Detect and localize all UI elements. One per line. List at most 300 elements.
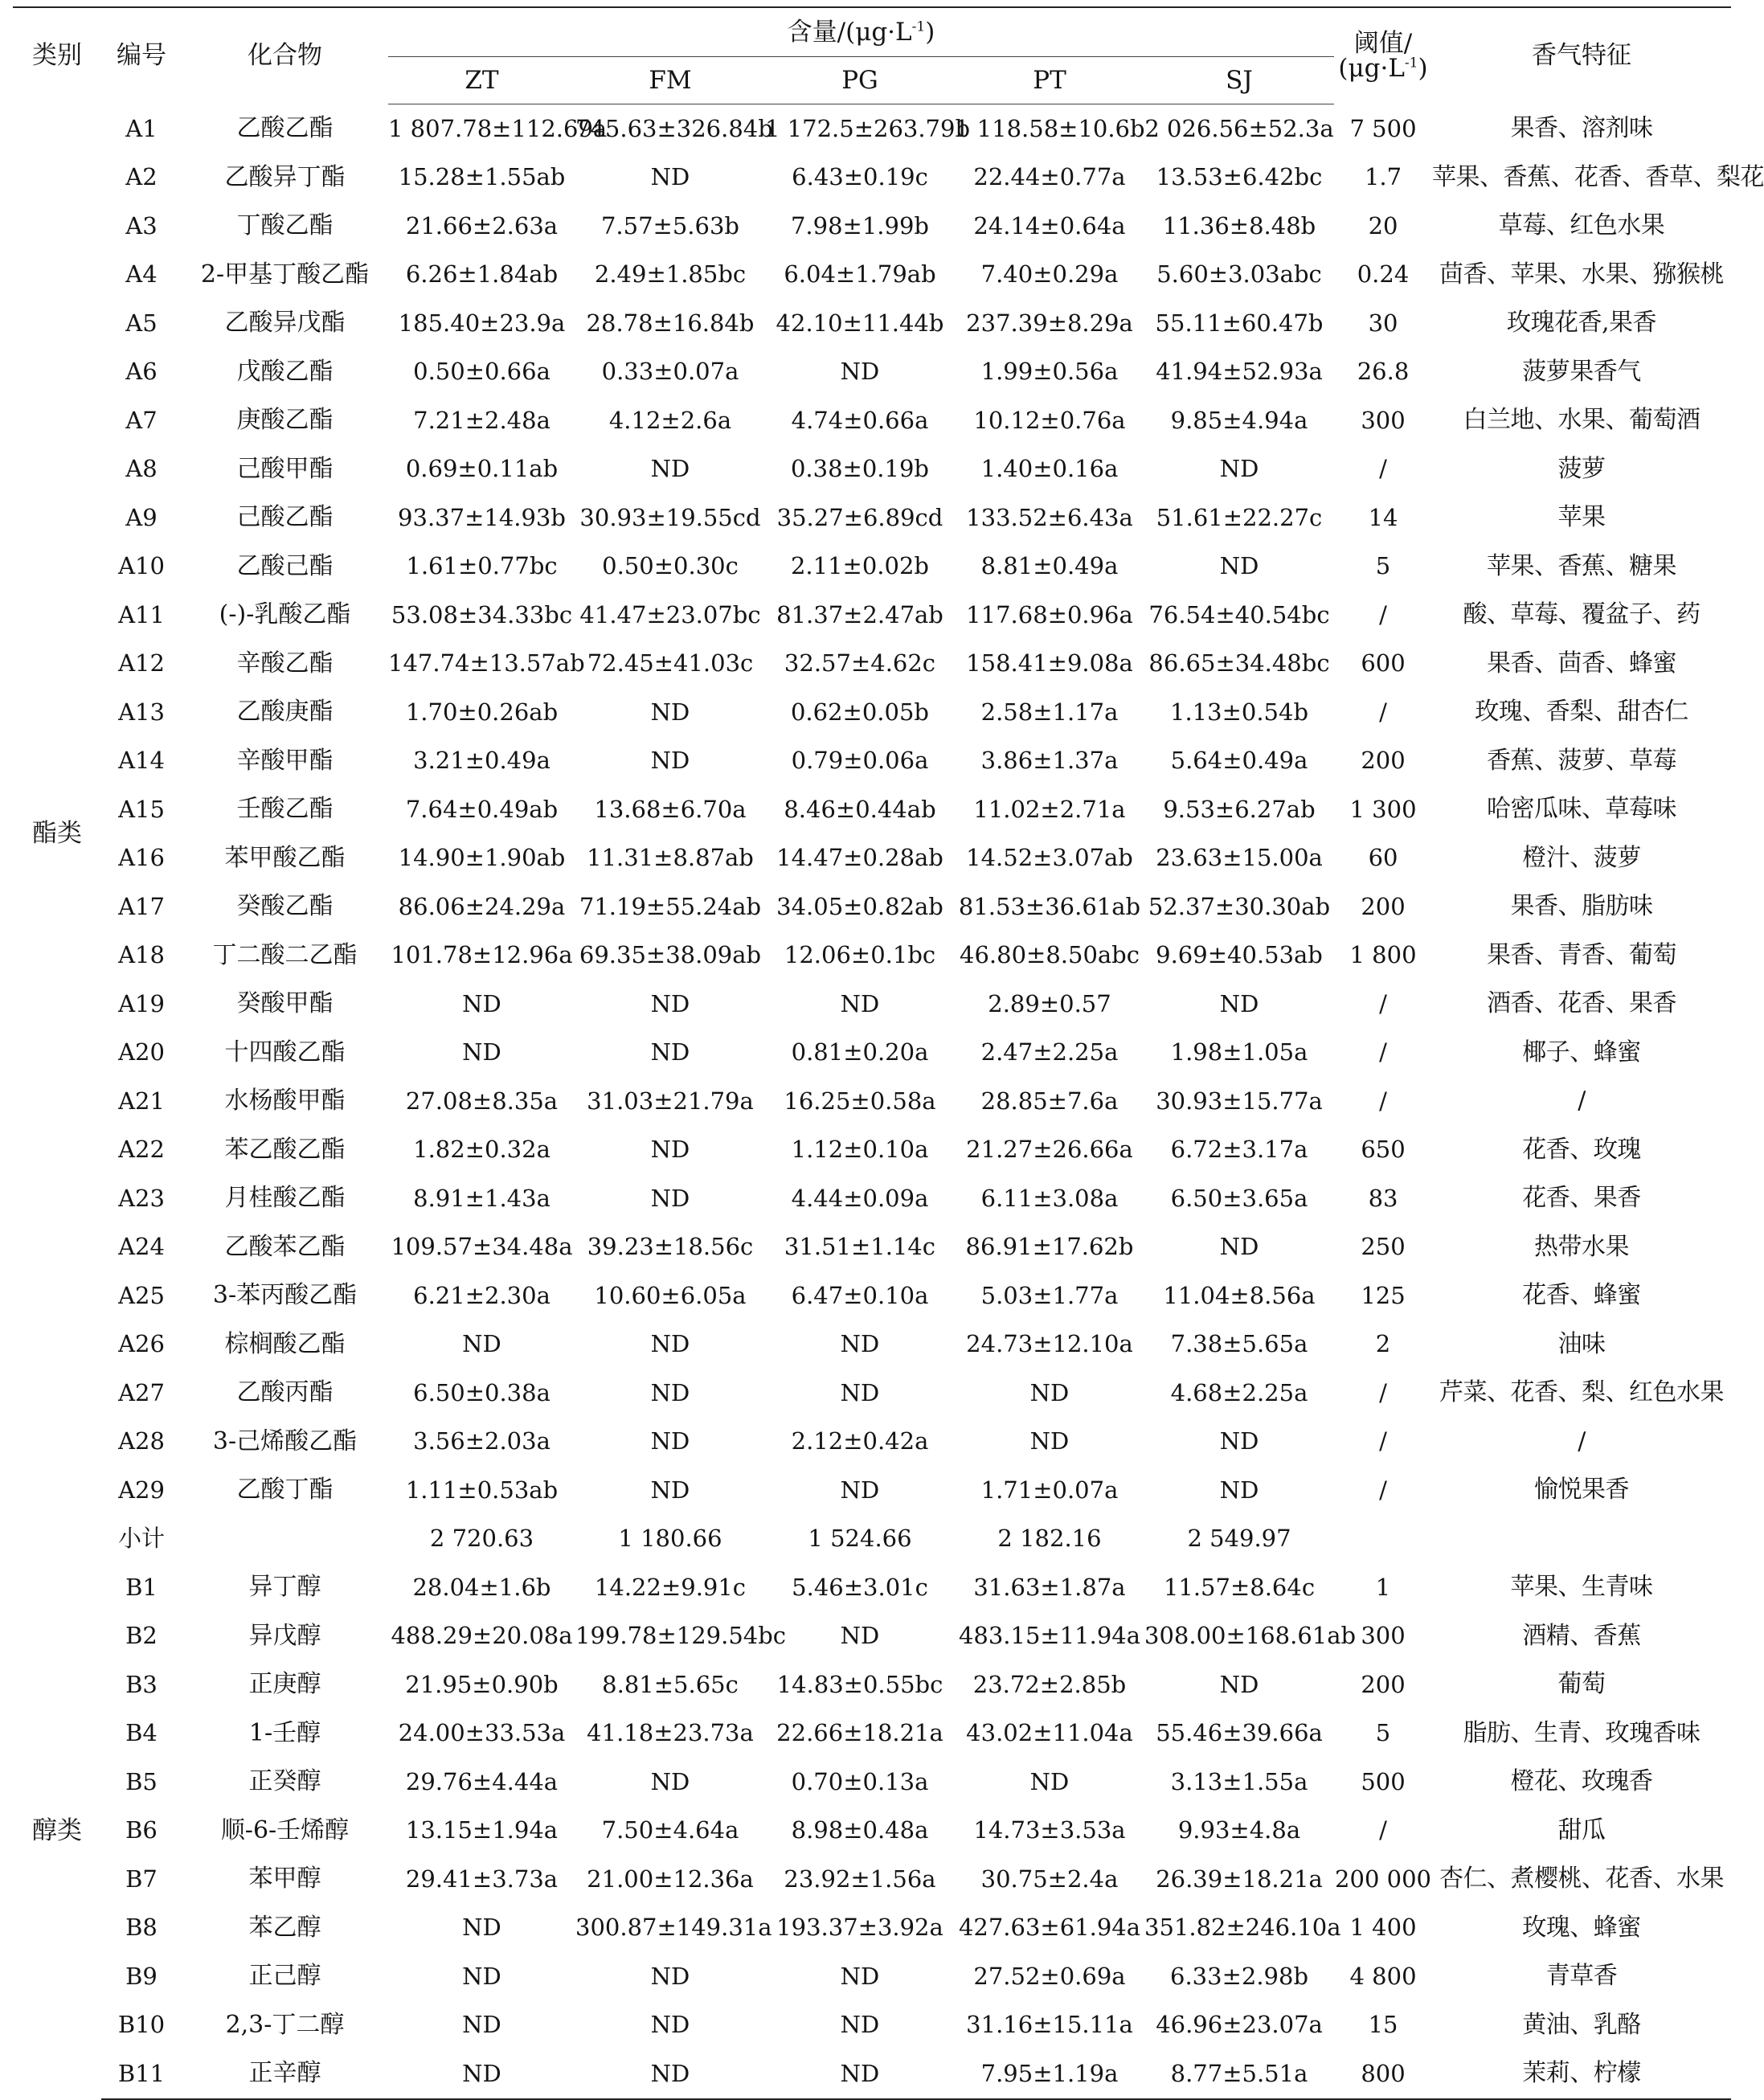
table-row (13, 202, 1731, 251)
header-sample-fm: FM (575, 57, 765, 104)
id-cell: B1 (125, 1573, 158, 1601)
id-cell: 小计 (117, 1525, 165, 1553)
value-cell-pt: 10.12±0.76a (973, 406, 1126, 434)
compound-cell: 3-苯丙酸乙酯 (212, 1281, 358, 1310)
value-cell-zt: 109.57±34.48a (391, 1233, 573, 1261)
aroma-cell: 黄油、乳酪 (1522, 2010, 1641, 2039)
aroma-cell: 果香、脂肪味 (1510, 892, 1653, 921)
aroma-cell: 酸、草莓、覆盆子、药 (1463, 600, 1701, 629)
value-cell-pt: 24.14±0.64a (973, 211, 1126, 239)
id-cell: B5 (125, 1767, 158, 1795)
value-cell-pt: 7.40±0.29a (980, 260, 1119, 289)
id-cell: A28 (118, 1427, 165, 1455)
header-content-exponent: -1 (911, 18, 926, 35)
value-cell-zt: 29.41±3.73a (405, 1865, 559, 1893)
value-cell-pg: 1.12±0.10a (791, 1136, 929, 1164)
value-cell-pt: 86.91±17.62b (965, 1233, 1134, 1261)
compound-cell: 辛酸乙酯 (236, 649, 334, 677)
aroma-cell: 酒精、香蕉 (1522, 1621, 1641, 1650)
value-cell-fm: ND (650, 1427, 690, 1455)
header-content-unit: 含量/(μg·L (787, 17, 912, 47)
threshold-cell: 200 (1361, 747, 1406, 775)
aroma-cell: 菠萝 (1557, 454, 1606, 483)
value-cell-pt: ND (1029, 1427, 1070, 1455)
value-cell-zt: 15.28±1.55ab (398, 163, 566, 191)
value-cell-fm: 745.63±326.84b (575, 114, 773, 142)
id-cell: A7 (125, 406, 158, 434)
table-row (13, 1466, 1731, 1515)
compound-cell: 乙酸异丁酯 (224, 162, 346, 191)
table-row (13, 1223, 1731, 1272)
header-category: 类别 (13, 7, 101, 104)
aroma-cell: 葡萄 (1557, 1670, 1606, 1699)
value-cell-pt: 1 118.58±10.6b (955, 114, 1145, 142)
value-cell-fm: 4.12±2.6a (608, 406, 732, 434)
threshold-cell: 650 (1361, 1136, 1406, 1164)
value-cell-pt: 8.81±0.49a (980, 552, 1119, 580)
value-cell-pt: ND (1029, 1767, 1070, 1795)
threshold-cell: / (1379, 698, 1387, 726)
compound-cell: 苯乙醇 (248, 1913, 321, 1942)
compound-cell: 乙酸苯乙酯 (224, 1232, 346, 1261)
table-row (13, 1758, 1731, 1807)
value-cell-pt: 2.89±0.57 (988, 989, 1111, 1017)
value-cell-pg: 2.11±0.02b (790, 552, 929, 580)
value-cell-zt: 13.15±1.94a (405, 1816, 559, 1844)
aroma-cell: 茉莉、柠檬 (1432, 2049, 1731, 2099)
table-row (13, 493, 1731, 542)
id-cell: A26 (118, 1330, 165, 1358)
value-cell-zt: 86.06±24.29a (398, 892, 566, 920)
aroma-cell: 果香、青香、葡萄 (1487, 940, 1677, 969)
id-cell: A27 (118, 1378, 165, 1406)
value-cell-fm: 72.45±41.03c (587, 649, 754, 677)
threshold-cell: / (1379, 600, 1387, 628)
compound-cell: 异丁醇 (248, 1573, 321, 1602)
aroma-cell: 苹果、香蕉、花香、香草、梨花 (1432, 162, 1764, 191)
value-cell-sj: 308.00±168.61ab (1144, 1622, 1357, 1650)
value-cell-pt: 11.02±2.71a (973, 795, 1126, 823)
value-cell-fm: ND (650, 1767, 690, 1795)
id-cell: A21 (118, 1087, 165, 1115)
value-cell-zt: 27.08±8.35a (405, 1087, 559, 1115)
threshold-cell: 26.8 (1357, 358, 1410, 386)
compound-cell: 癸酸甲酯 (236, 989, 334, 1018)
value-cell-pg: ND (840, 989, 880, 1017)
value-cell-pt: 6.11±3.08a (980, 1184, 1119, 1212)
compound-cell: 壬酸乙酯 (236, 795, 334, 824)
id-cell: B9 (125, 1962, 158, 1990)
value-cell-pg: ND (840, 1378, 880, 1406)
compound-cell: 癸酸乙酯 (236, 892, 334, 921)
value-cell-sj: 13.53±6.42bc (1156, 163, 1323, 191)
value-cell-sj: 2 026.56±52.3a (1144, 114, 1334, 142)
value-cell-sj: 7.38±5.65a (1170, 1330, 1308, 1358)
aroma-cell: 花香、果香 (1522, 1184, 1641, 1213)
threshold-cell: 300 (1361, 406, 1406, 434)
aroma-cell: 青草香 (1545, 1962, 1618, 1991)
id-cell: A5 (125, 309, 158, 337)
threshold-cell: / (1379, 1476, 1387, 1504)
aroma-cell: 杏仁、煮樱桃、花香、水果 (1439, 1865, 1725, 1893)
value-cell-sj: 11.36±8.48b (1162, 211, 1316, 239)
table-row (13, 1807, 1731, 1856)
compound-cell: 异戊醇 (248, 1621, 321, 1650)
table-row (13, 251, 1731, 300)
table-row (13, 2001, 1731, 2050)
table-row (13, 542, 1731, 592)
value-cell-sj: ND (1219, 552, 1259, 580)
header-sample-pt: PT (955, 57, 1144, 104)
value-cell-zt: 6.50±0.38a (413, 1378, 550, 1406)
value-cell-fm: ND (650, 989, 690, 1017)
value-cell-fm: 41.18±23.73a (587, 1719, 754, 1747)
value-cell-sj: 5.60±3.03abc (1156, 260, 1322, 289)
value-cell-pt: 1.40±0.16a (980, 455, 1119, 483)
value-cell-pg: 4.74±0.66a (791, 406, 929, 434)
header-threshold (1334, 7, 1432, 104)
value-cell-pg: ND (765, 2049, 955, 2099)
value-cell-fm: 28.78±16.84b (586, 309, 755, 337)
value-cell-zt: 93.37±14.93b (398, 503, 566, 531)
table-row (13, 1515, 1731, 1564)
id-cell: B10 (117, 2011, 166, 2039)
aroma-cell: 橙汁、菠萝 (1522, 843, 1641, 872)
threshold-cell: 300 (1361, 1622, 1406, 1650)
value-cell-pg: 0.81±0.20a (791, 1038, 929, 1066)
value-cell-fm: 13.68±6.70a (594, 795, 747, 823)
id-cell: A17 (118, 892, 165, 920)
value-cell-sj: 3.13±1.55a (1170, 1767, 1308, 1795)
value-cell-sj: 11.57±8.64c (1163, 1573, 1316, 1601)
value-cell-pt: 24.73±12.10a (966, 1330, 1133, 1358)
table-row (13, 1077, 1731, 1126)
value-cell-sj: 1.13±0.54b (1170, 698, 1309, 726)
table-row (13, 1563, 1731, 1612)
table-row (13, 1660, 1731, 1709)
value-cell-fm: ND (650, 1962, 690, 1990)
compound-cell: 正癸醇 (248, 1767, 321, 1796)
value-cell-pt: 22.44±0.77a (973, 163, 1126, 191)
compound-cell: 乙酸庚酯 (236, 698, 334, 727)
aroma-cell: 花香、蜂蜜 (1522, 1281, 1641, 1310)
id-cell: A20 (118, 1038, 165, 1066)
value-cell-sj: 2 549.97 (1187, 1525, 1291, 1553)
value-cell-fm: 21.00±12.36a (587, 1865, 754, 1893)
value-cell-zt: 8.91±1.43a (413, 1184, 550, 1212)
threshold-cell: / (1379, 1378, 1387, 1406)
threshold-cell: / (1379, 1816, 1387, 1844)
value-cell-zt: 147.74±13.57ab (388, 649, 585, 677)
value-cell-fm: ND (650, 1038, 690, 1066)
value-cell-zt: 53.08±34.33bc (391, 600, 573, 628)
value-cell-pt: 23.72±2.85b (972, 1670, 1127, 1698)
threshold-cell: 600 (1361, 649, 1406, 677)
aroma-cell: 白兰地、水果、葡萄酒 (1463, 406, 1701, 435)
id-cell: A9 (125, 503, 158, 531)
compound-cell: 己酸甲酯 (236, 454, 334, 483)
value-cell-sj: ND (1219, 1233, 1259, 1261)
table-row (13, 834, 1731, 883)
value-cell-sj: ND (1219, 1427, 1259, 1455)
value-cell-pg: 8.46±0.44ab (784, 795, 936, 823)
value-cell-fm: ND (650, 1136, 690, 1164)
id-cell: B3 (125, 1670, 158, 1698)
aroma-cell: 橙花、玫瑰香 (1510, 1767, 1653, 1796)
threshold-cell: / (1379, 989, 1387, 1017)
value-cell-pt: 158.41±9.08a (966, 649, 1133, 677)
compound-cell: 水杨酸甲酯 (224, 1087, 346, 1115)
value-cell-zt: 2 720.63 (429, 1525, 534, 1553)
value-cell-zt: 185.40±23.9a (398, 309, 566, 337)
value-cell-pt: 43.02±11.04a (966, 1719, 1133, 1747)
value-cell-pg: 0.70±0.13a (791, 1767, 929, 1795)
value-cell-zt: 101.78±12.96a (391, 941, 573, 969)
aroma-cell: 油味 (1557, 1329, 1606, 1358)
compound-cell: 苯乙酸乙酯 (224, 1135, 346, 1164)
table-row (13, 1952, 1731, 2001)
aroma-cell: 苹果、香蕉、糖果 (1487, 551, 1677, 580)
id-cell: A25 (118, 1281, 165, 1309)
header-compound: 化合物 (182, 7, 388, 104)
value-cell-pt: 31.63±1.87a (973, 1573, 1126, 1601)
compound-cell: 乙酸异戊酯 (224, 309, 346, 338)
id-cell: A12 (118, 649, 165, 677)
compound-cell: 2,3-丁二醇 (225, 2010, 345, 2039)
value-cell-pt: 46.80±8.50abc (960, 941, 1140, 969)
value-cell-pt: 14.52±3.07ab (966, 844, 1133, 872)
compound-cell: 苯甲酸乙酯 (224, 843, 346, 872)
value-cell-pt: 30.75±2.4a (980, 1865, 1119, 1893)
header-sample-pg: PG (765, 57, 955, 104)
table-row (13, 640, 1731, 689)
table-row (13, 1855, 1731, 1904)
value-cell-sj: 6.33±2.98b (1170, 1962, 1309, 1990)
value-cell-fm: ND (650, 698, 690, 726)
value-cell-sj: 51.61±22.27c (1156, 503, 1323, 531)
value-cell-pg: ND (840, 1330, 880, 1358)
aroma-cell: / (1578, 1087, 1586, 1115)
id-cell: A22 (118, 1136, 165, 1164)
value-cell-zt: 14.90±1.90ab (398, 844, 566, 872)
value-cell-pt: 81.53±36.61ab (958, 892, 1141, 920)
aroma-cell: 茴香、苹果、水果、猕猴桃 (1439, 260, 1725, 289)
value-cell-pt: 31.16±15.11a (966, 2011, 1133, 2039)
value-cell-pg: 14.47±0.28ab (776, 844, 943, 872)
header-threshold-close: ) (1418, 53, 1428, 83)
compound-cell: 3-己烯酸乙酯 (212, 1427, 358, 1455)
threshold-cell: 0.24 (1357, 260, 1410, 289)
compound-cell: 正辛醇 (182, 2049, 388, 2099)
value-cell-pg: 6.47±0.10a (791, 1281, 929, 1309)
value-cell-pg: 2.12±0.42a (791, 1427, 929, 1455)
aroma-cell: 愉悦果香 (1534, 1476, 1630, 1504)
table-row (13, 1612, 1731, 1661)
value-cell-pt: 1.71±0.07a (980, 1476, 1119, 1504)
compound-cell: 正己醇 (248, 1962, 321, 1991)
value-cell-sj: 46.96±23.07a (1156, 2011, 1323, 2039)
threshold-cell: 200 (1361, 1670, 1406, 1698)
value-cell-pt: 7.95±1.19a (955, 2049, 1144, 2099)
threshold-cell: 15 (1368, 2011, 1398, 2039)
value-cell-sj: 55.11±60.47b (1155, 309, 1324, 337)
table-row (13, 1126, 1731, 1175)
compound-cell: 庚酸乙酯 (236, 406, 334, 435)
value-cell-pt: 28.85±7.6a (980, 1087, 1119, 1115)
threshold-cell: 125 (1361, 1281, 1406, 1309)
value-cell-fm: 199.78±129.54bc (575, 1622, 787, 1650)
value-cell-sj: 30.93±15.77a (1156, 1087, 1323, 1115)
value-cell-zt: ND (462, 1914, 501, 1942)
value-cell-pt: 3.86±1.37a (980, 747, 1119, 775)
value-cell-pt: 14.73±3.53a (973, 1816, 1126, 1844)
compound-cell: 乙酸己酯 (236, 551, 334, 580)
value-cell-pg: 0.38±0.19b (790, 455, 929, 483)
id-cell: B8 (125, 1914, 158, 1942)
value-cell-pt: 5.03±1.77a (980, 1281, 1119, 1309)
table-row (13, 1174, 1731, 1223)
threshold-cell: 800 (1334, 2049, 1432, 2099)
value-cell-sj: 5.64±0.49a (1170, 747, 1308, 775)
value-cell-zt: 1.82±0.32a (413, 1136, 550, 1164)
compound-cell: 丁二酸二乙酯 (212, 940, 358, 969)
value-cell-fm: 0.50±0.30c (602, 552, 739, 580)
aroma-cell: 脂肪、生青、玫瑰香味 (1463, 1718, 1701, 1747)
value-cell-fm: 39.23±18.56c (587, 1233, 754, 1261)
value-cell-zt: ND (462, 2011, 501, 2039)
table-row (13, 882, 1731, 931)
value-cell-sj: 76.54±40.54bc (1148, 600, 1330, 628)
compound-cell: 正庚醇 (248, 1670, 321, 1699)
value-cell-zt: ND (388, 2049, 575, 2099)
value-cell-zt: ND (462, 1330, 501, 1358)
threshold-cell: 200 (1361, 892, 1406, 920)
value-cell-fm: 14.22±9.91c (594, 1573, 747, 1601)
threshold-cell: 5 (1375, 1719, 1391, 1747)
header-id: 编号 (101, 7, 182, 104)
threshold-cell: 4 800 (1349, 1962, 1417, 1990)
value-cell-sj: 8.77±5.51a (1144, 2049, 1334, 2099)
value-cell-zt: 488.29±20.08a (391, 1622, 573, 1650)
header-threshold-unit (1334, 53, 1432, 83)
value-cell-zt: 1 807.78±112.69a (388, 114, 608, 142)
value-cell-zt: 7.64±0.49ab (405, 795, 559, 823)
threshold-cell: 83 (1368, 1184, 1398, 1212)
value-cell-zt: ND (462, 989, 501, 1017)
value-cell-pg: 42.10±11.44b (776, 309, 944, 337)
category-cell: 酯类 (32, 818, 82, 848)
table-row (13, 785, 1731, 834)
threshold-cell: 2 (1375, 1330, 1391, 1358)
aroma-cell: 花香、玫瑰 (1522, 1135, 1641, 1164)
table-row (13, 299, 1731, 348)
value-cell-pg: 6.04±1.79ab (784, 260, 936, 289)
value-cell-pg: 5.46±3.01c (792, 1573, 928, 1601)
value-cell-zt: 1.70±0.26ab (405, 698, 559, 726)
value-cell-zt: 28.04±1.6b (412, 1573, 551, 1601)
id-cell: A19 (118, 989, 165, 1017)
aroma-cell: 菠萝果香气 (1522, 357, 1641, 386)
value-cell-pt: 237.39±8.29a (966, 309, 1133, 337)
value-cell-zt: 6.26±1.84ab (405, 260, 559, 289)
value-cell-pt: 2.47±2.25a (980, 1038, 1119, 1066)
header-threshold-unit-text: (μg·L (1338, 53, 1405, 83)
id-cell: B2 (125, 1622, 158, 1650)
value-cell-pg: ND (840, 1476, 880, 1504)
value-cell-sj: 55.46±39.66a (1156, 1719, 1323, 1747)
value-cell-zt: 1.11±0.53ab (405, 1476, 559, 1504)
value-cell-fm: ND (650, 455, 690, 483)
header-sample-sj: SJ (1144, 57, 1334, 104)
value-cell-sj: ND (1219, 455, 1259, 483)
aroma-cell: 果香、茴香、蜂蜜 (1487, 649, 1677, 677)
table-row (13, 931, 1731, 980)
compound-cell: 2-甲基丁酸乙酯 (200, 260, 370, 289)
table-row (13, 1904, 1731, 1953)
id-cell: A3 (125, 211, 158, 239)
value-cell-fm: ND (575, 2049, 765, 2099)
value-cell-pg: ND (840, 358, 880, 386)
value-cell-fm: 41.47±23.07bc (579, 600, 761, 628)
id-cell: A24 (118, 1233, 165, 1261)
table-row (13, 591, 1731, 640)
table-row (13, 1709, 1731, 1758)
value-cell-sj: 4.68±2.25a (1170, 1378, 1308, 1406)
threshold-cell: 1.7 (1364, 163, 1402, 191)
value-cell-fm: 0.33±0.07a (601, 358, 739, 386)
value-cell-zt: 7.21±2.48a (413, 406, 550, 434)
aroma-cell: 椰子、蜂蜜 (1522, 1038, 1641, 1066)
header-aroma: 香气特征 (1432, 7, 1731, 104)
id-cell: B7 (125, 1865, 158, 1893)
table-row (13, 737, 1731, 786)
id-cell: A8 (125, 455, 158, 483)
value-cell-sj: 6.50±3.65a (1170, 1184, 1308, 1212)
value-cell-pg: 0.62±0.05b (790, 698, 929, 726)
value-cell-zt: ND (462, 1038, 501, 1066)
threshold-cell: 60 (1368, 844, 1398, 872)
value-cell-zt: 0.50±0.66a (413, 358, 550, 386)
table-row (13, 104, 1731, 154)
threshold-cell: / (1379, 455, 1387, 483)
value-cell-fm: ND (650, 747, 690, 775)
value-cell-fm: 10.60±6.05a (594, 1281, 747, 1309)
value-cell-fm: 7.50±4.64a (601, 1816, 739, 1844)
value-cell-pg: 6.43±0.19c (792, 163, 928, 191)
value-cell-sj: 26.39±18.21a (1156, 1865, 1323, 1893)
id-cell: A23 (118, 1184, 165, 1212)
header-content-close: ) (925, 17, 935, 47)
compound-cell: 苯甲醇 (248, 1865, 321, 1893)
header-sample-zt: ZT (388, 57, 575, 104)
value-cell-sj: 351.82±246.10a (1144, 1914, 1341, 1942)
table-row (13, 1369, 1731, 1418)
id-cell: A4 (125, 260, 158, 289)
aroma-cell: 苹果 (1557, 503, 1606, 532)
value-cell-pg: 4.44±0.09a (791, 1184, 929, 1212)
id-cell: A6 (125, 358, 158, 386)
table-row (13, 2049, 1731, 2099)
value-cell-pg: ND (840, 1622, 880, 1650)
value-cell-sj: ND (1219, 989, 1259, 1017)
value-cell-zt: 3.56±2.03a (413, 1427, 550, 1455)
value-cell-fm: 31.03±21.79a (587, 1087, 754, 1115)
threshold-cell: 14 (1368, 503, 1398, 531)
compound-cell: 棕榈酸乙酯 (224, 1329, 346, 1358)
value-cell-fm: ND (650, 1378, 690, 1406)
id-cell: A14 (118, 747, 165, 775)
value-cell-fm: ND (650, 163, 690, 191)
